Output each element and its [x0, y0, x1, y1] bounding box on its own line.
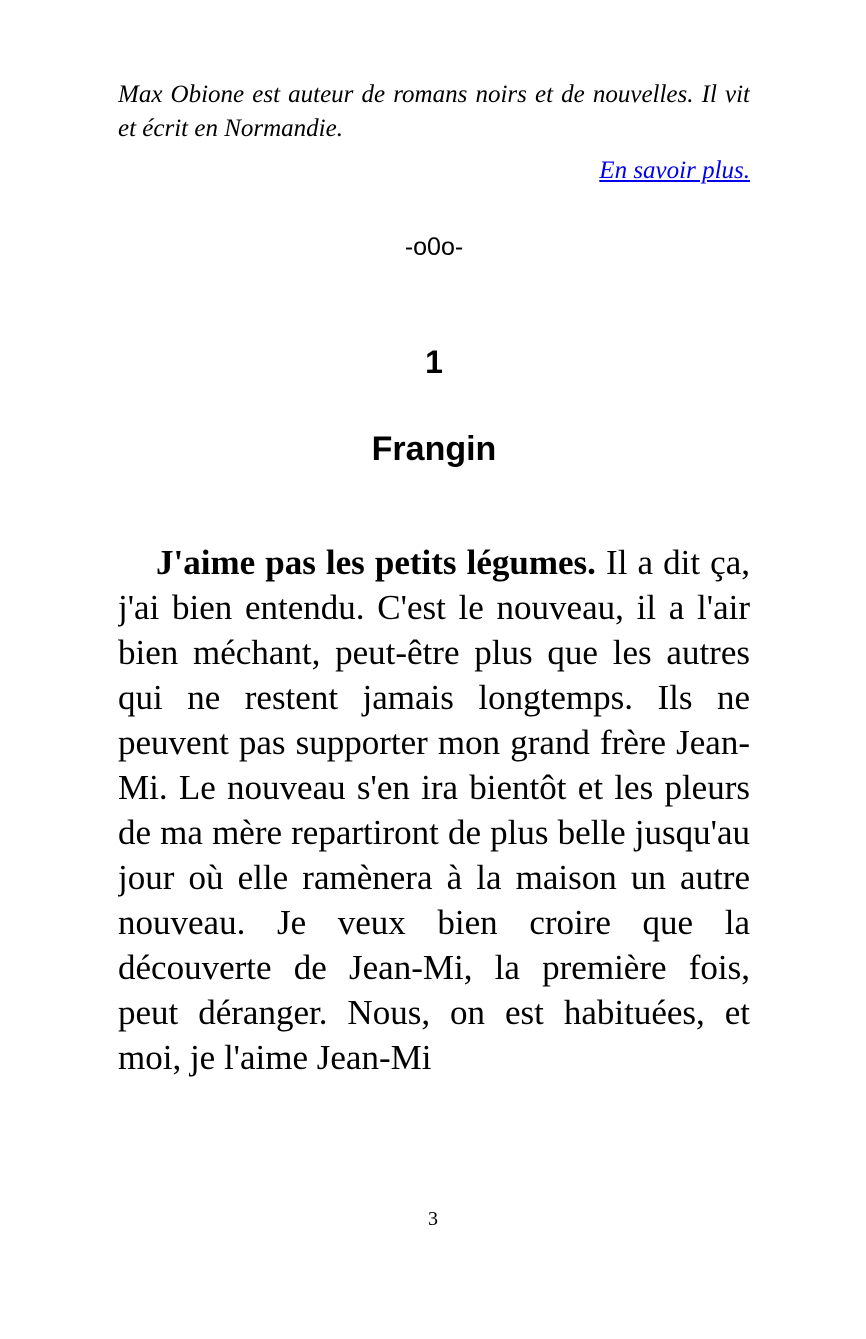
chapter-body-paragraph: [118, 540, 750, 1125]
more-link-row: [118, 154, 750, 188]
section-separator: -o0o-: [404, 233, 464, 261]
paragraph-lead: J'aime pas les petits légumes.: [156, 543, 596, 582]
chapter-number: 1: [425, 344, 443, 380]
more-info-link[interactable]: En savoir plus.: [599, 157, 750, 184]
book-page: [118, 78, 750, 1125]
paragraph-text: Il a dit ça, j'ai bien entendu. C'est le nouveau, il a l'air bien méchant, peut-être plus que les autres qui ne restent jamais longtemps. Ils ne peuvent pas supporter mon grand frère Jean-Mi. Le nouveau s'en ira bientôt et les pleurs de ma mère repartiront de plus belle jusqu'au jour où elle ramènera à la maison un autre nouveau. Je veux bien croire que la découverte de Jean-Mi, la première fois, peut déranger. Nous, on est habituées, et moi, je l'aime Jean-Mi: [118, 543, 750, 1077]
page-number: 3: [428, 1208, 438, 1230]
author-bio: Max Obione est auteur de romans noirs et de nouvelles. Il vit et écrit en Normandie.: [118, 81, 750, 142]
chapter-title: Frangin: [371, 430, 497, 468]
